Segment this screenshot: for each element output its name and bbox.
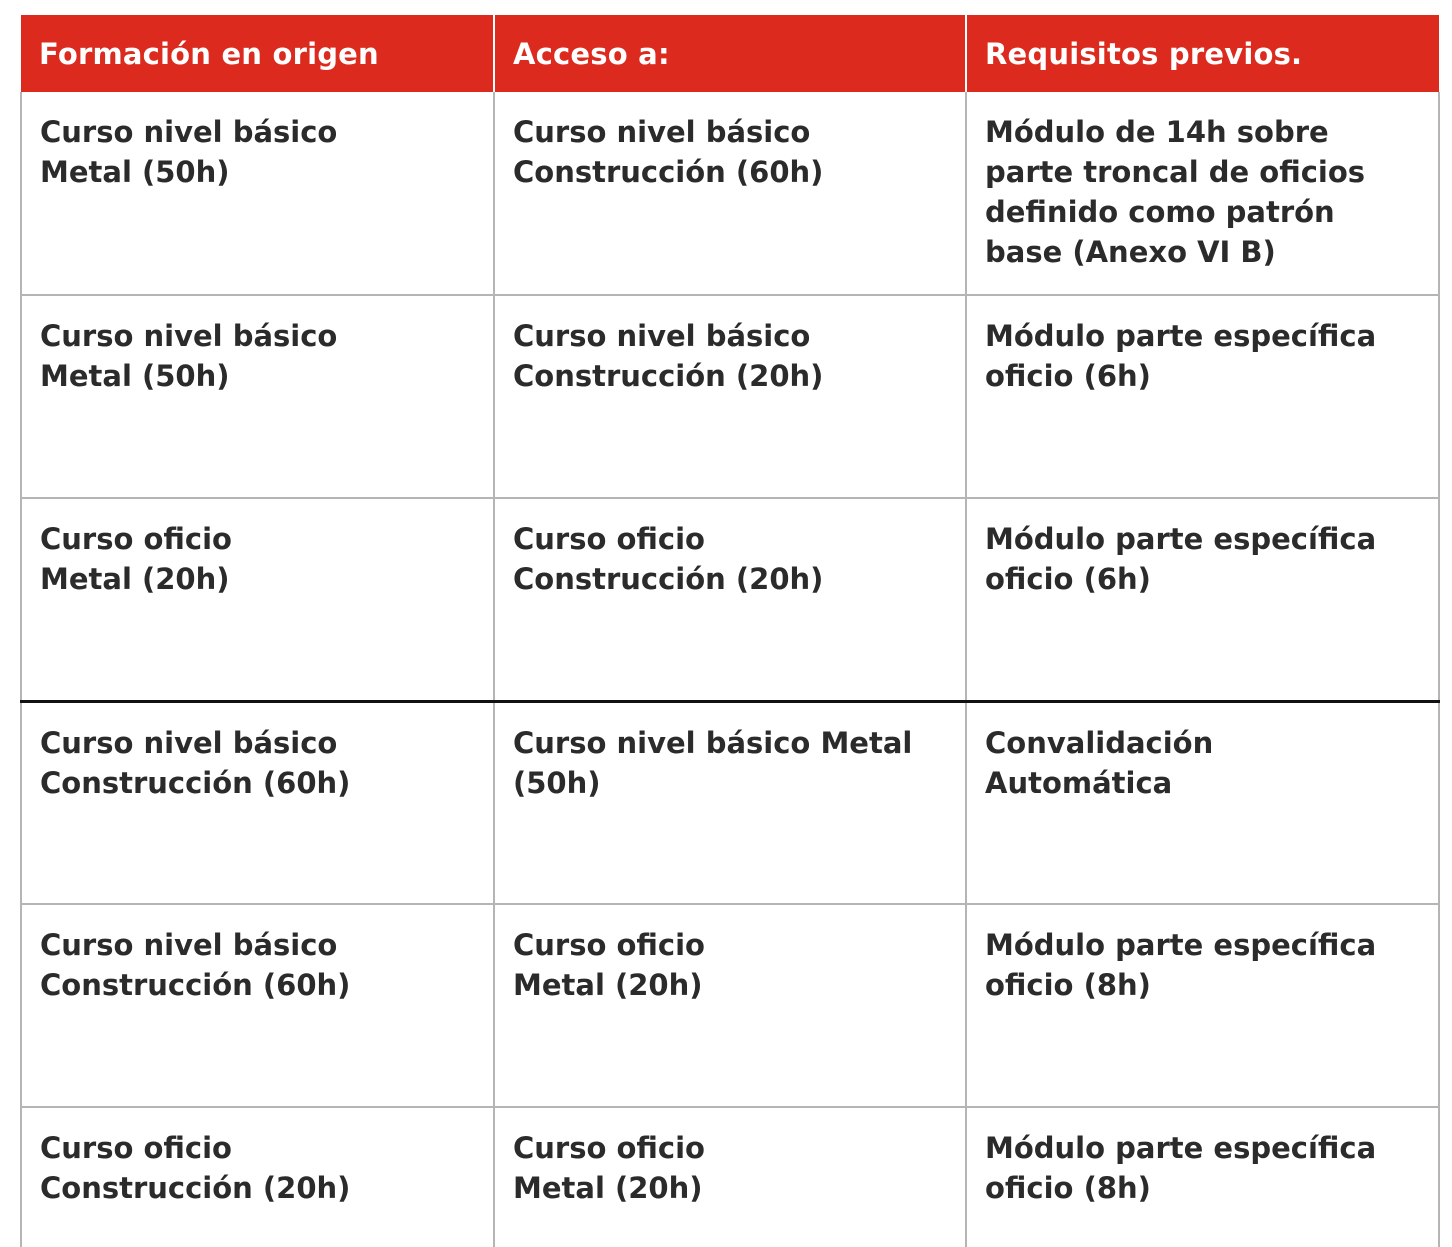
cell-acceso-a [494,295,966,498]
cell-requisitos-previos [966,498,1439,701]
cell-text: Módulo parte específica oficio (8h) [985,1131,1377,1205]
cell-text: Módulo parte específica oficio (6h) [985,522,1377,596]
cell-formacion-origen [21,498,494,701]
header-row [21,15,1439,92]
cell-formacion-origen [21,904,494,1107]
cell-requisitos-previos [966,904,1439,1107]
table-row [21,904,1439,1107]
cell-formacion-origen [21,92,494,295]
table-row [21,1107,1439,1247]
table-row [21,295,1439,498]
cell-text: Curso nivel básico Construcción (60h) [513,115,824,189]
cell-text: Curso oficio Construcción (20h) [40,1131,351,1205]
cell-text: Módulo parte específica oficio (6h) [985,319,1377,393]
cell-text: Curso oficio Metal (20h) [513,1131,705,1205]
cell-text: Curso nivel básico Metal (50h) [40,115,338,189]
cell-text: Curso nivel básico Construcción (60h) [40,928,351,1002]
cell-acceso-a [494,498,966,701]
header-formacion-origen: Formación en origen [21,15,494,92]
table-header [21,15,1439,92]
cell-text: Curso oficio Metal (20h) [40,522,232,596]
table-row [21,92,1439,295]
cell-acceso-a [494,701,966,904]
table-row [21,701,1439,904]
cell-text: Convalidación Automática [985,725,1214,800]
cell-acceso-a [494,904,966,1107]
cell-text: Curso nivel básico Construcción (60h) [40,725,351,800]
cell-text: Curso nivel básico Construcción (20h) [513,319,824,393]
convalidation-table [20,15,1440,1247]
cell-text: Curso nivel básico Metal (50h) [40,319,338,393]
cell-text: Módulo parte específica oficio (8h) [985,928,1377,1002]
cell-acceso-a [494,1107,966,1247]
cell-requisitos-previos [966,92,1439,295]
header-requisitos-previos: Requisitos previos. [966,15,1439,92]
cell-requisitos-previos [966,701,1439,904]
cell-formacion-origen [21,1107,494,1247]
cell-text: Curso oficio Construcción (20h) [513,522,824,596]
cell-requisitos-previos [966,295,1439,498]
cell-acceso-a [494,92,966,295]
cell-requisitos-previos [966,1107,1439,1247]
table-row [21,498,1439,701]
cell-formacion-origen [21,701,494,904]
cell-text: Curso nivel básico Metal (50h) [513,725,913,800]
cell-text: Curso oficio Metal (20h) [513,928,705,1002]
table-body [21,92,1439,1247]
cell-formacion-origen [21,295,494,498]
cell-text: Módulo de 14h sobre parte troncal de oficios definido como patrón base (Anexo VI B) [985,115,1366,269]
header-acceso-a: Acceso a: [494,15,966,92]
